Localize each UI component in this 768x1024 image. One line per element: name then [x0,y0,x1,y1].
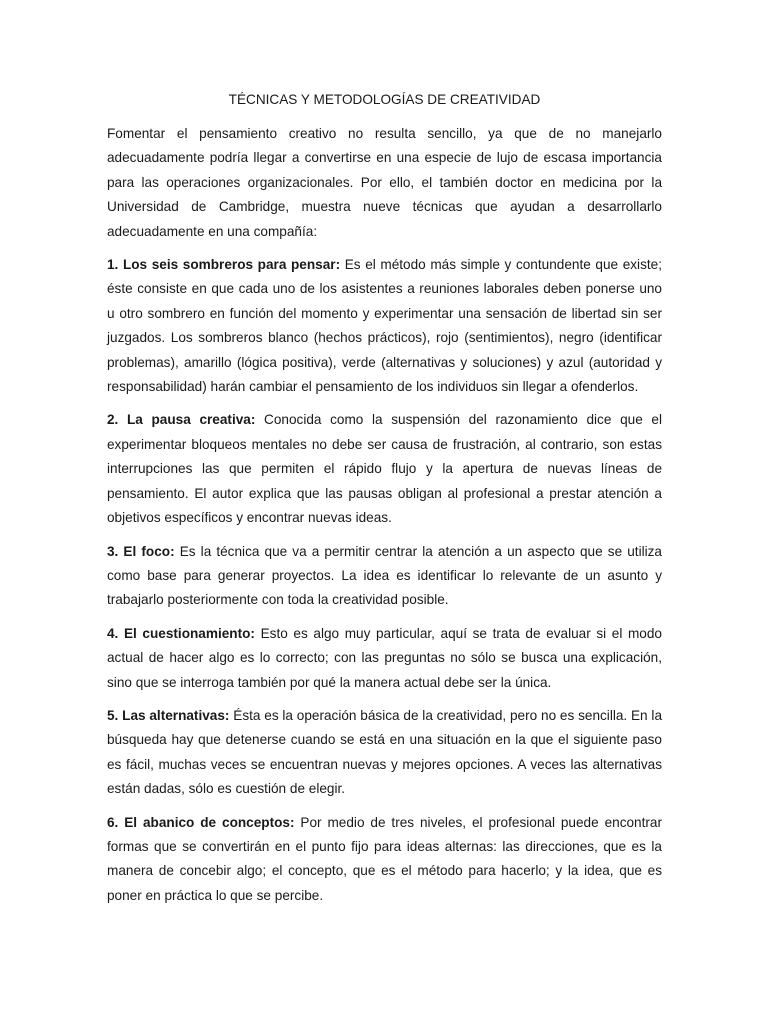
section-5-paragraph [107,704,662,802]
section-2-paragraph [107,408,662,530]
section-4-paragraph [107,622,662,695]
section-3-text: Es la técnica que va a permitir centrar la atención a un aspecto que se utiliza como base para generar proyectos. La idea es identificar lo relevante de un asunto y trabajarlo posteriormente con toda la creatividad posible. [107,543,662,608]
section-6-text: Por medio de tres niveles, el profesional puede encontrar formas que se convertirán en el punto fijo para ideas alternas: las direcciones, que es la manera de concebir algo; el concepto, que es el método para hacerlo; y la idea, que es poner en práctica lo que se percibe. [107,814,662,903]
section-1-paragraph [107,253,662,399]
document-title: TÉCNICAS Y METODOLOGÍAS DE CREATIVIDAD [228,92,541,107]
section-5-text: Ésta es la operación básica de la creatividad, pero no es sencilla. En la búsqueda hay que detenerse cuando se está en una situación en la que el siguiente paso es fácil, muchas veces se encuentran nuevas y mejores opciones. A veces las alternativas están dadas, sólo es cuestión de elegir. [107,707,662,797]
section-1-text: Es el método más simple y contundente que existe; éste consiste en que cada uno de los asistentes a reuniones laborales deben ponerse uno u otro sombrero en función del momento y experimentar una sensación de libertad sin ser juzgados. Los sombreros blanco (hechos prácticos), rojo (sentimientos), negro (identificar problemas), amarillo (lógica positiva), verde (alternativas y soluciones) y azul (autoridad y responsabilidad) harán cambiar el pensamiento de los individuos sin llegar a ofenderlos. [107,257,662,395]
section-2-heading: 2. La pausa creativa: [107,412,256,428]
section-3-heading: 3. El foco: [107,543,175,559]
section-3-paragraph [107,540,662,613]
section-1-heading: 1. Los seis sombreros para pensar: [107,257,341,273]
section-2-text: Conocida como la suspensión del razonamiento dice que el experimentar bloqueos mentales no debe ser causa de frustración, al contrario, son estas interrupciones las que permiten el rápido flujo y la apertura de nuevas líneas de pensamiento. El autor explica que las pausas obligan al profesional a prestar atención a objetivos específicos y encontrar nuevas ideas. [107,412,662,526]
section-4-text: Esto es algo muy particular, aquí se trata de evaluar si el modo actual de hacer algo es lo correcto; con las preguntas no sólo se busca una explicación, sino que se interroga también por qué la manera actual debe ser la única. [107,625,662,690]
intro-paragraph: Fomentar el pensamiento creativo no resulta sencillo, ya que de no manejarlo adecuadamente podría llegar a convertirse en una especie de lujo de escasa importancia para las operaciones organizacionales. Por ello, el también doctor en medicina por la Universidad de Cambridge, muestra nueve técnicas que ayudan a desarrollarlo adecuadamente en una compañía: [107,126,662,239]
section-6-heading: 6. El abanico de conceptos: [107,814,295,830]
section-5-heading: 5. Las alternativas: [107,707,230,723]
section-6-paragraph [107,811,662,909]
section-4-heading: 4. El cuestionamiento: [107,625,255,641]
